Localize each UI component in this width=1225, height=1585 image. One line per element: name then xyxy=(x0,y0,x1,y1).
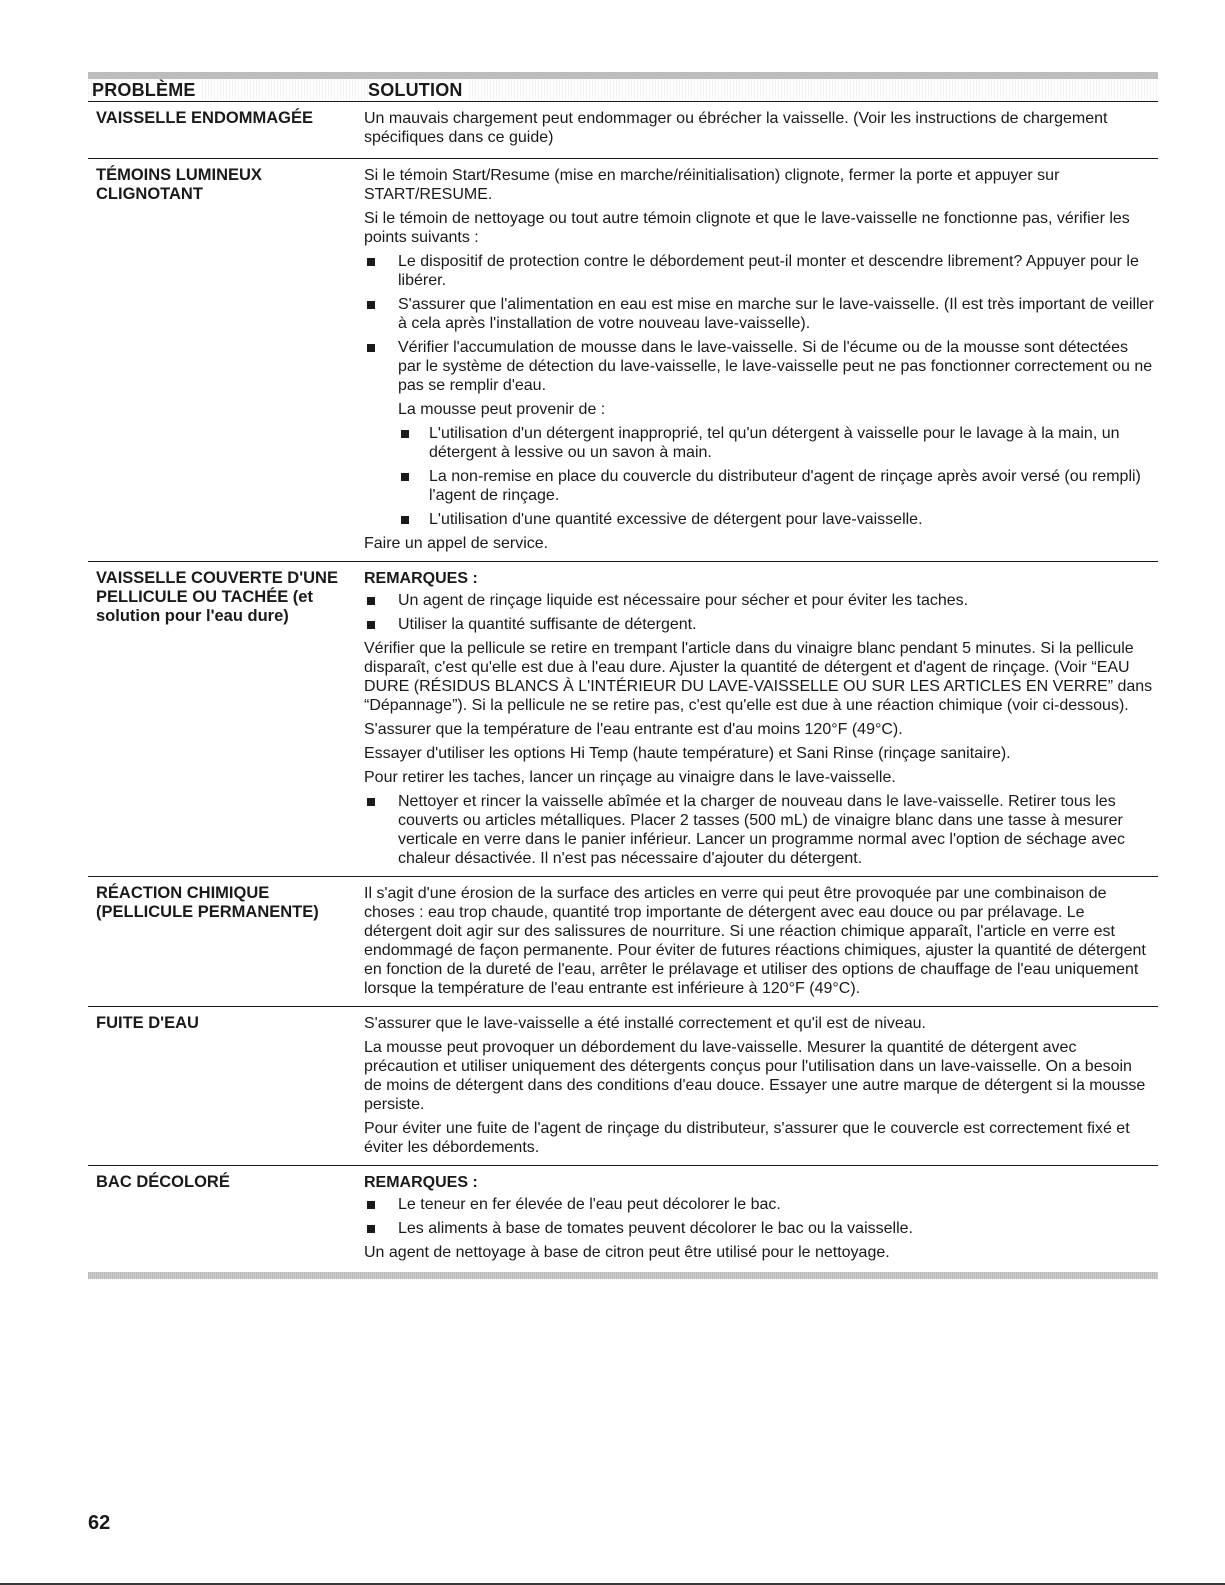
solution-paragraph: Pour éviter une fuite de l'agent de rinçage du distributeur, s'assurer que le couvercle est correctement fixé et éviter les débordements. xyxy=(364,1120,1130,1156)
table-row xyxy=(88,562,1158,877)
bullet-text: L'utilisation d'un détergent inapproprié, tel qu'un détergent à vaisselle pour le lavage à la main, un détergent à lessive ou un savon à main. xyxy=(429,425,1120,461)
sub-bullet-item xyxy=(398,467,1154,505)
bullet-item xyxy=(364,591,1154,610)
square-bullet-icon xyxy=(398,467,429,505)
solution-cell xyxy=(364,569,1158,870)
square-bullet-icon xyxy=(398,424,429,462)
square-bullet-icon xyxy=(364,792,398,868)
solution-paragraph: La mousse peut provoquer un débordement du lave-vaisselle. Mesurer la quantité de détergent avec précaution et utiliser uniquement des détergents conçus pour l'utilisation dans un lave-vaisselle. On a besoin de moins de détergent dans des conditions d'eau douce. Essayer une autre marque de détergent si la mousse persiste. xyxy=(364,1039,1146,1113)
table-row xyxy=(88,1166,1158,1268)
table-row xyxy=(88,102,1158,159)
remarks-label: REMARQUES : xyxy=(364,570,478,587)
problem-line: VAISSELLE COUVERTE D'UNE xyxy=(96,569,338,587)
solution-paragraph: Un agent de nettoyage à base de citron peut être utilisé pour le nettoyage. xyxy=(364,1244,890,1261)
bullet-text: S'assurer que l'alimentation en eau est mise en marche sur le lave-vaisselle. (Il est très important de veiller à cela après l'installation de votre nouveau lave-vaisselle). xyxy=(398,296,1154,332)
solution-paragraph: Si le témoin de nettoyage ou tout autre témoin clignote et que le lave-vaisselle ne fonctionne pas, vérifier les points suivants : xyxy=(364,210,1130,246)
bullet-text: La non-remise en place du couvercle du distributeur d'agent de rinçage après avoir versé (ou rempli) l'agent de rinçage. xyxy=(429,468,1141,504)
square-bullet-icon xyxy=(364,591,398,610)
solution-paragraph: S'assurer que le lave-vaisselle a été installé correctement et qu'il est de niveau. xyxy=(364,1015,926,1032)
table-row xyxy=(88,877,1158,1007)
problem-cell: VAISSELLE ENDOMMAGÉE xyxy=(96,109,313,127)
solution-paragraph: S'assurer que la température de l'eau entrante est d'au moins 120°F (49°C). xyxy=(364,721,903,738)
header-solution xyxy=(364,80,475,101)
solution-paragraph: Faire un appel de service. xyxy=(364,535,549,552)
problem-line: TÉMOINS LUMINEUX xyxy=(96,166,262,184)
solution-paragraph: Essayer d'utiliser les options Hi Temp (haute température) et Sani Rinse (rinçage sanitaire). xyxy=(364,745,1011,762)
header-problem xyxy=(88,80,364,101)
solution-cell xyxy=(364,1173,1158,1262)
problem-line: RÉACTION CHIMIQUE xyxy=(96,884,270,902)
bullet-text: Nettoyer et rincer la vaisselle abîmée et la charger de nouveau dans le lave-vaisselle. Retirer tous les couverts ou articles métalliques. Placer 2 tasses (500 mL) de vinaigre blanc dans une tasse à mesurer verticale en verre dans le panier inférieur. Lancer un programme normal avec l'option de séchage avec chaleur désactivée. Il n'est pas nécessaire d'ajouter du détergent. xyxy=(398,793,1126,867)
remarks-label: REMARQUES : xyxy=(364,1174,478,1191)
table-header xyxy=(88,72,1158,102)
square-bullet-icon xyxy=(364,1219,398,1238)
problem-line: (PELLICULE PERMANENTE) xyxy=(96,903,319,921)
table-row xyxy=(88,159,1158,562)
page-number: 62 xyxy=(88,1512,111,1534)
table-bottom-rule xyxy=(88,1272,1158,1279)
square-bullet-icon xyxy=(364,615,398,634)
sub-intro: La mousse peut provenir de : xyxy=(398,401,606,418)
bullet-item xyxy=(364,252,1154,290)
bullet-item xyxy=(364,295,1154,333)
problem-line: PELLICULE OU TACHÉE (et xyxy=(96,588,313,606)
bullet-text: Le teneur en fer élevée de l'eau peut décolorer le bac. xyxy=(398,1196,781,1213)
bullet-text: Le dispositif de protection contre le débordement peut-il monter et descendre librement? Appuyer pour le libérer. xyxy=(398,253,1139,289)
sub-bullet-item xyxy=(398,424,1154,462)
table-row xyxy=(88,1007,1158,1166)
header-solution-label: SOLUTION xyxy=(368,80,469,100)
sub-list xyxy=(398,400,1154,529)
solution-cell xyxy=(364,1014,1158,1159)
problem-cell xyxy=(88,166,364,555)
problem-line: solution pour l'eau dure) xyxy=(96,607,289,625)
solution-paragraph: Si le témoin Start/Resume (mise en marche/réinitialisation) clignote, fermer la porte et appuyer sur START/RESUME. xyxy=(364,167,1060,203)
bullet-item xyxy=(364,792,1154,868)
square-bullet-icon xyxy=(364,252,398,290)
problem-cell xyxy=(88,884,364,1000)
bullet-text: Utiliser la quantité suffisante de détergent. xyxy=(398,616,697,633)
bullet-text: Les aliments à base de tomates peuvent décolorer le bac ou la vaisselle. xyxy=(398,1220,913,1237)
solution-paragraph: Il s'agit d'une érosion de la surface des articles en verre qui peut être provoquée par une combinaison de choses : eau trop chaude, quantité trop importante de détergent avec eau douce ou par prélavage. Le détergent doit agir sur des salissures de nourriture. Si une réaction chimique apparaît, l'article en verre est endommagé de façon permanente. Pour éviter de futures réactions chimiques, ajuster la quantité de détergent en fonction de la dureté de l'eau, arrêter le prélavage et utiliser des options de chauffage de l'eau uniquement lorsque la température de l'eau entrante est inférieure à 120°F (49°C). xyxy=(364,885,1146,997)
problem-cell: FUITE D'EAU xyxy=(96,1014,199,1032)
solution-cell xyxy=(364,166,1158,555)
problem-cell xyxy=(88,569,364,870)
problem-cell: BAC DÉCOLORÉ xyxy=(96,1173,230,1191)
solution-paragraph: Vérifier que la pellicule se retire en trempant l'article dans du vinaigre blanc pendant 5 minutes. Si la pellicule disparaît, c'est qu'elle est due à l'eau dure. Ajuster la quantité de détergent et d'agent de rinçage. (Voir “EAU DURE (RÉSIDUS BLANCS À L'INTÉRIEUR DU LAVE-VAISSELLE OU SUR LES ARTICLES EN VERRE” dans “Dépannage”). Si la pellicule ne se retire pas, c'est qu'elle est due à une réaction chimique (voir ci-dessous). xyxy=(364,640,1153,714)
bullet-item xyxy=(364,338,1154,395)
bullet-text: Un agent de rinçage liquide est nécessaire pour sécher et pour éviter les taches. xyxy=(398,592,969,609)
solution-paragraph: Pour retirer les taches, lancer un rinçage au vinaigre dans le lave-vaisselle. xyxy=(364,769,896,786)
bullet-item xyxy=(364,1219,1154,1238)
square-bullet-icon xyxy=(398,510,429,529)
header-problem-label: PROBLÈME xyxy=(92,80,202,100)
troubleshooting-table xyxy=(88,72,1158,1279)
square-bullet-icon xyxy=(364,295,398,333)
bullet-item xyxy=(364,615,1154,634)
square-bullet-icon xyxy=(364,1195,398,1214)
bullet-text: L'utilisation d'une quantité excessive de détergent pour lave-vaisselle. xyxy=(429,511,923,528)
solution-cell xyxy=(364,109,1158,152)
bullet-item xyxy=(364,1195,1154,1214)
sub-bullet-item xyxy=(398,510,1154,529)
solution-cell xyxy=(364,884,1158,1000)
problem-line: CLIGNOTANT xyxy=(96,185,203,203)
solution-paragraph: Un mauvais chargement peut endommager ou ébrécher la vaisselle. (Voir les instructions de chargement spécifiques dans ce guide) xyxy=(364,110,1108,146)
bullet-text: Vérifier l'accumulation de mousse dans le lave-vaisselle. Si de l'écume ou de la mousse sont détectées par le système de détection du lave-vaisselle, le lave-vaisselle peut ne pas fonctionner correctement ou ne pas se remplir d'eau. xyxy=(398,339,1153,394)
square-bullet-icon xyxy=(364,338,398,395)
